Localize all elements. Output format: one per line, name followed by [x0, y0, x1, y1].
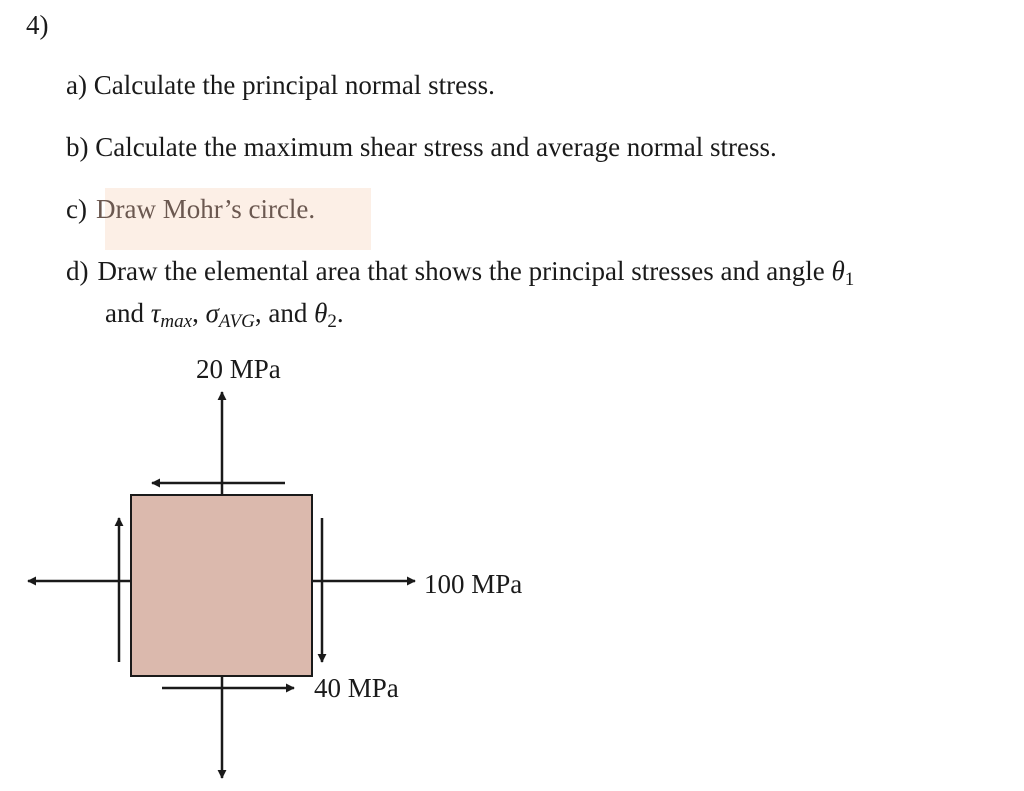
top-stress-label: 20 MPa: [196, 354, 281, 384]
question-d-label: d): [66, 256, 89, 286]
period: .: [336, 298, 344, 328]
tau-symbol: τ: [150, 298, 161, 328]
question-a-text: Calculate the principal normal stress.: [93, 70, 495, 100]
comma-separator: ,: [192, 298, 199, 328]
theta1-subscript: 1: [844, 269, 855, 290]
question-c-label: c): [66, 194, 87, 224]
right-stress-label: 100 MPa: [424, 569, 523, 599]
question-d-and: and: [105, 298, 144, 328]
shear-stress-label: 40 MPa: [314, 673, 399, 703]
stress-element: [131, 495, 312, 676]
sigma-symbol: σ: [205, 298, 219, 328]
theta2-symbol: θ: [314, 298, 328, 328]
question-c-text: Draw Mohr’s circle.: [95, 194, 316, 224]
sigma-subscript: AVG: [218, 311, 255, 332]
theta2-subscript: 2: [327, 311, 337, 332]
question-b-text: Calculate the maximum shear stress and average normal stress.: [95, 132, 777, 162]
tau-subscript: max: [160, 311, 193, 332]
question-a-label: a): [66, 70, 87, 100]
problem-number: 4): [26, 10, 49, 40]
question-b-label: b): [66, 132, 89, 162]
comma-and-text: , and: [254, 298, 308, 328]
question-d-text: Draw the elemental area that shows the principal stresses and angle: [97, 256, 825, 286]
theta1-symbol: θ: [831, 256, 845, 286]
